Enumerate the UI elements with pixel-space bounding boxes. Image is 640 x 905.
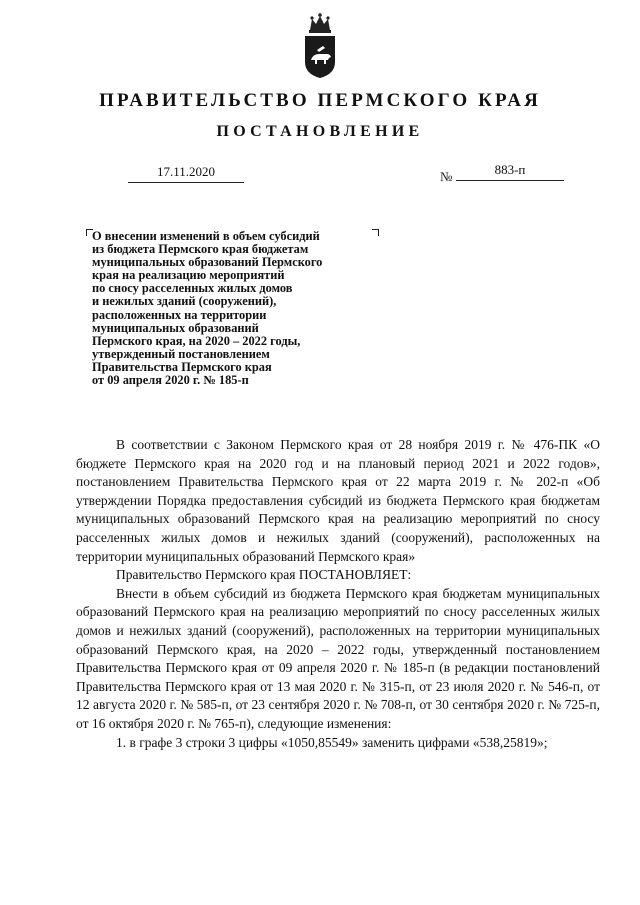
document-number: 883-п: [494, 162, 526, 177]
subject-line: и нежилых зданий (сооружений),: [92, 294, 277, 309]
subject-line: из бюджета Пермского края бюджетам: [92, 242, 309, 257]
subject-line: расположенных на территории: [92, 307, 267, 322]
coat-of-arms-icon: [301, 10, 339, 80]
subject-line: муниципальных образований: [92, 320, 259, 335]
subject-line: Правительства Пермского края: [92, 359, 272, 374]
government-title: ПРАВИТЕЛЬСТВО ПЕРМСКОГО КРАЯ: [99, 90, 541, 111]
subject-line: О внесении изменений в объем субсидий: [92, 229, 320, 243]
document-body: [76, 436, 600, 752]
subject-line: края на реализацию мероприятий: [92, 268, 285, 283]
subject-line: по сносу расселенных жилых домов: [92, 281, 293, 296]
paragraph-1: Внести в объем субсидий из бюджета Пермского края бюджетам муниципальных образований Пермского края на реализацию мероприятий по сносу расселенных жилых домов и нежилых зданий (сооружений), расположенных на территории муниципальных образований Пермского края, на 2020 – 2022 годы, утвержденный постановлением Правительства Пермского края от 09 апреля 2020 г. № 185-п (в редакции постановлений Правительства Пермского края от 13 мая 2020 г. № 315-п, от 23 июля 2020 г. № 546-п, от 12 августа 2020 г. № 585-п, от 23 сентября 2020 г. № 708-п, от 30 сентября 2020 г. № 725-п, от 16 октября 2020 г. № 765-п), следующие изменения:: [76, 585, 600, 731]
document-type: ПОСТАНОВЛЕНИЕ: [216, 123, 424, 140]
document-date: 17.11.2020: [156, 164, 216, 179]
date-field: [128, 164, 244, 183]
resolves-line: Правительство Пермского края ПОСТАНОВЛЯЕТ:: [116, 567, 412, 583]
document-subject: [92, 230, 392, 387]
number-sign: №: [440, 169, 453, 184]
subject-line: муниципальных образований Пермского: [92, 255, 323, 270]
subject-line: утвержденный постановлением: [92, 346, 270, 361]
subject-line: Пермского края, на 2020 – 2022 годы,: [92, 333, 301, 348]
preamble-paragraph: В соответствии с Законом Пермского края от 28 ноября 2019 г. № 476-ПК «О бюджете Пермского края на 2020 год и на плановый период 2021 и 2022 годов», постановлением Правительства Пермского края от 22 марта 2019 г. № 202-п «Об утверждении Порядка предоставления субсидий из бюджета Пермского края бюджетам муниципальных образований Пермского края на реализацию мероприятий по сносу расселенных жилых домов и нежилых зданий (сооружений), расположенных на территории муниципальных образований Пермского края»: [76, 437, 600, 564]
list-item-1: 1. в графе 3 строки 3 цифры «1050,85549» заменить цифрами «538,25819»;: [116, 734, 548, 750]
number-field: [456, 162, 564, 181]
subject-line: от 09 апреля 2020 г. № 185-п: [92, 373, 249, 388]
